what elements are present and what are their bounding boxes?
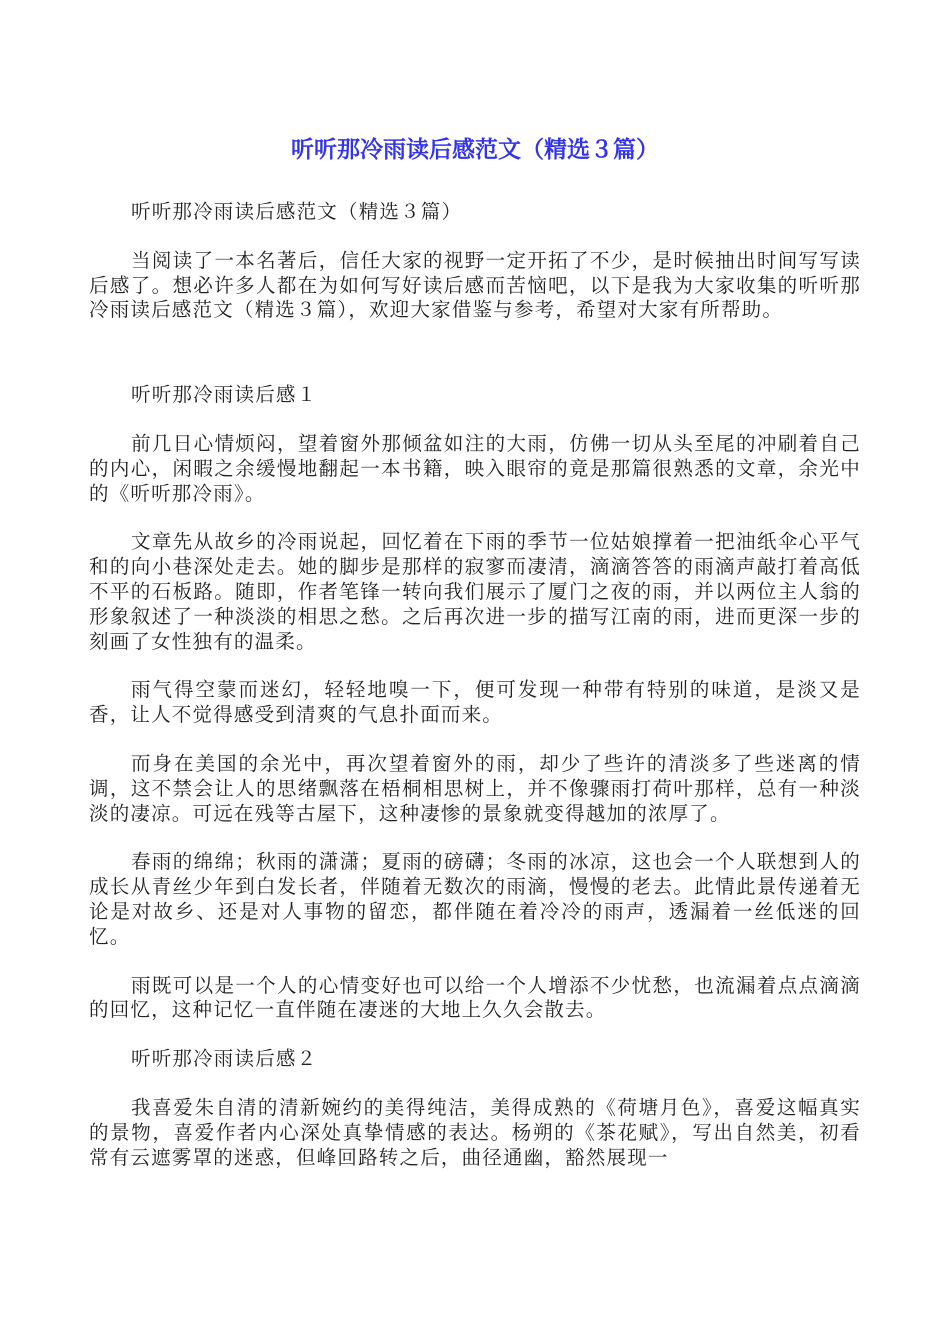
body-paragraph: 雨气得空蒙而迷幻，轻轻地嗅一下，便可发现一种带有特别的味道，是淡又是香，让人不觉得感受到清爽的气息扑面而来。 [89,678,861,727]
body-paragraph: 我喜爱朱自清的清新婉约的美得纯洁，美得成熟的《荷塘月色》，喜爱这幅真实的景物，喜爱作者内心深处真挚情感的表达。杨朔的《茶花赋》，写出自然美，初看常有云遮雾罩的迷惑，但峰回路转之后，曲径通幽，豁然展现一 [89,1095,861,1169]
intro-subtitle: 听听那冷雨读后感范文（精选３篇） [131,200,463,223]
intro-paragraph: 当阅读了一本名著后，信任大家的视野一定开拓了不少，是时候抽出时间写写读后感了。想必许多人都在为如何写好读后感而苦恼吧，以下是我为大家收集的听听那冷雨读后感范文（精选３篇），欢迎大家借鉴与参考，希望对大家有所帮助。 [89,248,861,322]
document-title: 听听那冷雨读后感范文（精选３篇） [291,137,659,163]
section-heading-1: 听听那冷雨读后感１ [131,383,318,407]
body-paragraph: 雨既可以是一个人的心情变好也可以给一个人增添不少忧愁，也流漏着点点滴滴的回忆，这种记忆一直伴随在凄迷的大地上久久会散去。 [89,973,861,1022]
body-paragraph: 文章先从故乡的冷雨说起，回忆着在下雨的季节一位姑娘撑着一把油纸伞心平气和的向小巷深处走去。她的脚步是那样的寂寥而凄清，滴滴答答的雨滴声敲打着高低不平的石板路。随即，作者笔锋一转向我们展示了厦门之夜的雨，并以两位主人翁的形象叙述了一种淡淡的相思之愁。之后再次进一步的描写江南的雨，进而更深一步的刻画了女性独有的温柔。 [89,530,861,653]
document-body [89,200,861,1194]
section-heading-2: 听听那冷雨读后感２ [131,1047,318,1071]
body-paragraph: 而身在美国的余光中，再次望着窗外的雨，却少了些许的清淡多了些迷离的情调，这不禁会让人的思绪飘落在梧桐相思树上，并不像骤雨打荷叶那样，总有一种淡淡的凄凉。可远在残等古屋下，这种凄惨的景象就变得越加的浓厚了。 [89,751,861,825]
body-paragraph: 前几日心情烦闷，望着窗外那倾盆如注的大雨，仿佛一切从头至尾的冲刷着自己的内心，闲暇之余缓慢地翻起一本书籍，映入眼帘的竟是那篇很熟悉的文章，余光中的《听听那冷雨》。 [89,431,861,505]
body-paragraph: 春雨的绵绵；秋雨的潇潇；夏雨的磅礴；冬雨的冰凉，这也会一个人联想到人的成长从青丝少年到白发长者，伴随着无数次的雨滴，慢慢的老去。此情此景传递着无论是对故乡、还是对人事物的留恋，都伴随在着冷冷的雨声，透漏着一丝低迷的回忆。 [89,850,861,948]
